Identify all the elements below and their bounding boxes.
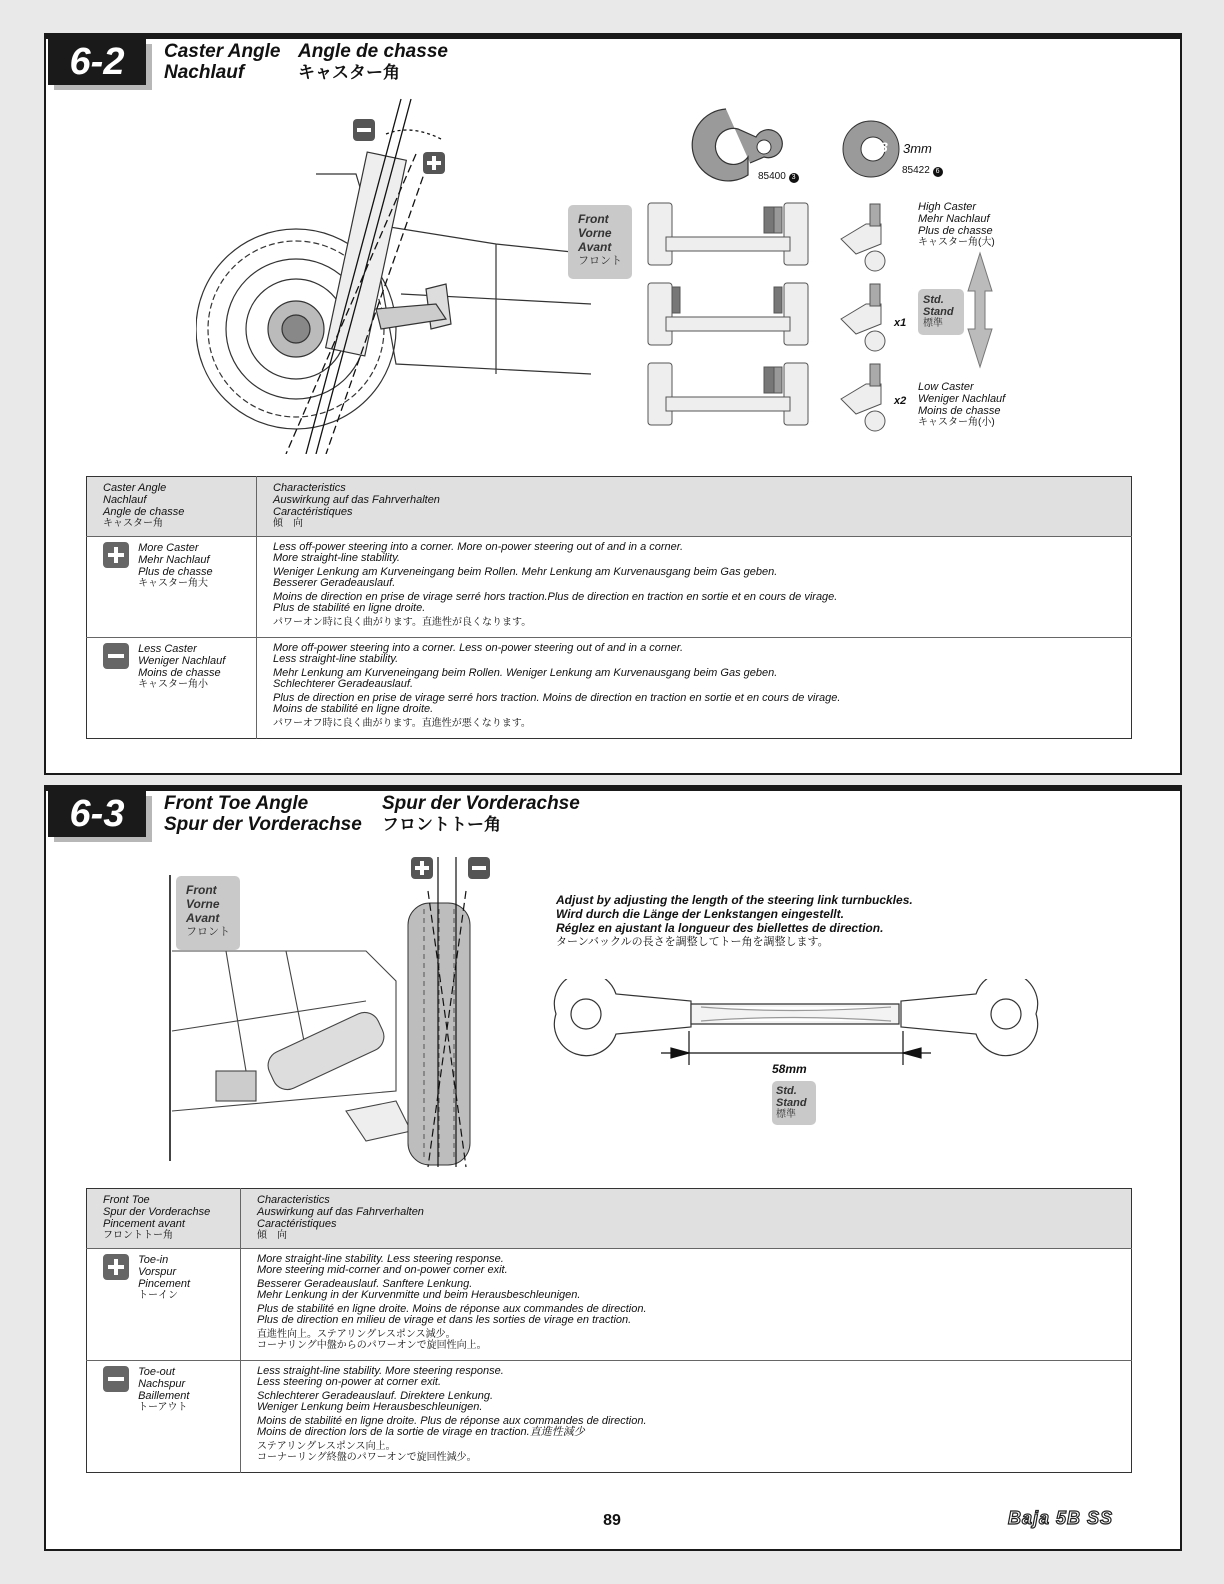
- shim-arrangement-illustration: [646, 201, 816, 441]
- low-caster-label: Low Caster Weniger Nachlauf Moins de chasse キャスター角(小): [918, 381, 1006, 428]
- toe-characteristics-table: [86, 1188, 1132, 1473]
- table-row-toe-in: Toe-in Vorspur Pincement トーイン More straight-line stability. Less steering response. More steering mid-corner and on-power corner exit. Besserer Geradeauslauf. Sanftere Lenkung. Mehr Lenkung in der Kurvenmitte und beim Herausbeschleunigen. Plus de stabilité en ligne droite. Moins de réponse aux commandes de direction. Plus de direction en milieu de virage et dans les sorties de virage en traction. 直進性向上。ステアリングレスポンス減少。 コーナリング中盤からのパワーオンで旋回性向上。: [87, 1249, 1132, 1361]
- part-85400: 85400 3: [758, 171, 799, 183]
- minus-icon: [103, 643, 129, 669]
- caster-wheel-illustration: [196, 94, 596, 454]
- section-front-toe: [44, 785, 1182, 1551]
- minus-icon: [103, 1366, 129, 1392]
- table-row-less-caster: Less Caster Weniger Nachlauf Moins de chasse キャスター角小 More off-power steering into a corner. Less on-power steering out of and in a corner. Less straight-line stability. Mehr Lenkung am Kurveneingang beim Rollen. Weniger Lenkung am Kurvenausgang beim Gas geben. Schlechterer Geradeauslauf. Plus de direction en prise de virage serré hors traction. Moins de direction en traction en sortie et en cours de virage. Moins de stabilité en ligne droite. パワーオフ時に良く曲がります。直進性が悪くなります。: [87, 638, 1132, 739]
- high-caster-label: High Caster Mehr Nachlauf Plus de chasse キャスター角(大): [918, 201, 995, 248]
- title-de-b: Spur der Vorderachse: [164, 814, 362, 835]
- shim-count-x1: x1: [894, 317, 907, 329]
- standard-badge: Std. Stand 標準: [772, 1081, 816, 1125]
- caster-characteristics-table: [86, 476, 1132, 739]
- table-row-more-caster: More Caster Mehr Nachlauf Plus de chasse キャスター角大 Less off-power steering into a corner. More on-power steering out of and in a corner. More straight-line stability. Weniger Lenkung am Kurveneingang beim Rollen. Mehr Lenkung am Kurvenausgang beim Gas geben. Besserer Geradeauslauf. Moins de direction en prise de virage serré hors traction.Plus de direction en traction en sortie et en cours de virage. Plus de stabilité en ligne droite. パワーオン時に良く曲がります。直進性が良くなります。: [87, 537, 1132, 638]
- part-85422: 85422 6: [902, 165, 943, 177]
- shim-size: 3mm: [903, 141, 932, 156]
- title-en: Caster Angle: [164, 41, 281, 62]
- length-dimension: 58mm: [772, 1062, 807, 1076]
- title-de-a: Spur der Vorderachse: [382, 793, 580, 814]
- table-header: Caster Angle Nachlauf Angle de chasse キャスター角 Characteristics Auswirkung auf das Fahrverhalten Caractéristiques 傾 向: [87, 477, 1132, 537]
- standard-badge: Std. Stand 標準: [918, 289, 964, 335]
- title-fr: Angle de chasse: [298, 41, 448, 62]
- plus-icon: [103, 1254, 129, 1280]
- title-en: Front Toe Angle: [164, 793, 309, 814]
- plus-icon: [103, 542, 129, 568]
- title-jp: キャスター角: [298, 63, 400, 82]
- up-down-arrow-icon: [966, 251, 994, 369]
- title-de: Nachlauf: [164, 62, 245, 83]
- table-row-toe-out: Toe-out Nachspur Baillement トーアウト Less straight-line stability. More steering response. Less steering on-power at corner exit. Schlechterer Geradeauslauf. Direktere Lenkung. Weniger Lenkung beim Herausbeschleunigen. Moins de stabilité en ligne droite. Plus de réponse aux commandes de direction. Moins de direction lors de la sortie de virage en traction.直進性減少 ステアリングレスポンス向上。 コーナーリング終盤のパワーオンで旋回性減少。: [87, 1361, 1132, 1473]
- baja-logo: Baja 5B SS: [1008, 1508, 1114, 1528]
- turnbuckle-illustration: [551, 979, 1041, 1074]
- table-header: Front Toe Spur der Vorderachse Pincement avant フロントトー角 Characteristics Auswirkung auf das Fahrverhalten Caractéristiques 傾 向: [87, 1189, 1132, 1249]
- front-badge: Front Vorne Avant フロント: [568, 205, 632, 279]
- shim-glyph: 3: [880, 139, 888, 155]
- step-number: 6-2: [48, 39, 146, 85]
- front-badge: Front Vorne Avant フロント: [176, 876, 240, 950]
- title-jp: フロントトー角: [382, 815, 501, 834]
- page-number: 89: [603, 1512, 621, 1529]
- step-number: 6-3: [48, 791, 146, 837]
- plus-icon: [411, 857, 433, 879]
- section-caster-angle: [44, 33, 1182, 775]
- minus-icon: [353, 119, 375, 141]
- shim-part-icon: [841, 119, 901, 179]
- plus-icon: [423, 152, 445, 174]
- shim-count-x2: x2: [894, 395, 907, 407]
- minus-icon: [468, 857, 490, 879]
- adjust-instructions: Adjust by adjusting the length of the steering link turnbuckles. Wird durch die Länge der Lenkstangen eingestellt. Réglez en ajustant la longueur des biellettes de direction. ターンバックルの長さを調整してトー角を調整します。: [556, 893, 913, 948]
